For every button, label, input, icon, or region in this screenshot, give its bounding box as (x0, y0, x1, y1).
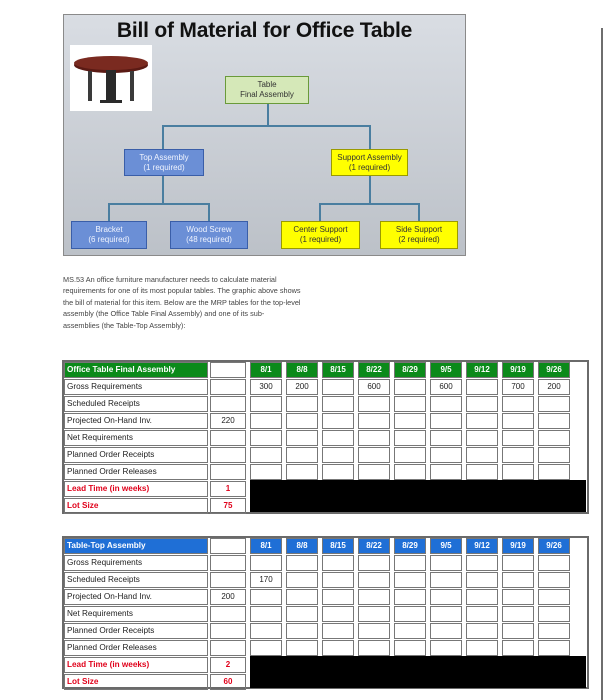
initial-value-cell (210, 396, 246, 412)
period-cell (430, 430, 462, 446)
lot-size-value: 75 (210, 498, 246, 514)
table-row (64, 413, 587, 430)
initial-value-cell (210, 640, 246, 656)
table-row (64, 396, 587, 413)
initial-value-cell (210, 447, 246, 463)
period-header: 8/29 (394, 362, 426, 378)
period-cell (538, 464, 570, 480)
period-cell (430, 413, 462, 429)
table-row (64, 640, 587, 657)
period-cell (286, 640, 318, 656)
table-icon (70, 45, 152, 111)
table-row (64, 379, 587, 396)
row-label: Planned Order Releases (64, 464, 208, 480)
row-label: Planned Order Receipts (64, 447, 208, 463)
period-cell (502, 464, 534, 480)
table-row (64, 555, 587, 572)
node-wood-screw (170, 221, 248, 249)
period-header: 8/22 (358, 538, 390, 554)
period-cell (358, 396, 390, 412)
period-cell: 170 (250, 572, 282, 588)
connector (108, 203, 210, 205)
period-cell (358, 413, 390, 429)
node-support-assembly (331, 149, 408, 176)
lot-size-value: 60 (210, 674, 246, 690)
row-label: Projected On-Hand Inv. (64, 413, 208, 429)
period-cell (502, 413, 534, 429)
period-cell (502, 589, 534, 605)
node-name: Support Assembly (337, 153, 402, 162)
initial-value-cell (210, 606, 246, 622)
initial-value-cell: 200 (210, 589, 246, 605)
initial-column-header (210, 362, 246, 378)
period-cell (322, 640, 354, 656)
connector (369, 176, 371, 205)
connector (162, 176, 164, 205)
period-cell (358, 464, 390, 480)
lead-time-label: Lead Time (in weeks) (64, 481, 208, 497)
initial-value-cell (210, 379, 246, 395)
period-cell (538, 396, 570, 412)
period-cell (250, 555, 282, 571)
period-cell (322, 447, 354, 463)
period-cell (394, 572, 426, 588)
problem-line: assembly (the Office Table Final Assembly) and one of its sub- (63, 309, 265, 319)
row-label: Planned Order Releases (64, 640, 208, 656)
period-cell (322, 396, 354, 412)
problem-line: MS.53 An office furniture manufacturer needs to calculate material (63, 275, 277, 284)
period-cell (322, 430, 354, 446)
connector (319, 203, 321, 221)
period-cell (358, 555, 390, 571)
node-table-final-assembly (225, 76, 309, 104)
period-cell (286, 623, 318, 639)
period-cell (502, 447, 534, 463)
period-cell (430, 572, 462, 588)
period-cell (250, 413, 282, 429)
lead-time-value: 2 (210, 657, 246, 673)
period-cell (250, 623, 282, 639)
shaded-area (250, 480, 586, 512)
period-cell (322, 572, 354, 588)
period-cell (538, 572, 570, 588)
period-cell (538, 640, 570, 656)
node-center-support (281, 221, 360, 249)
period-cell: 700 (502, 379, 534, 395)
period-cell (394, 555, 426, 571)
problem-statement (63, 274, 393, 331)
period-cell (394, 430, 426, 446)
period-cell (286, 606, 318, 622)
period-cell (250, 430, 282, 446)
node-qty: (2 required) (398, 235, 440, 244)
page-edge (601, 28, 603, 700)
period-cell (466, 379, 498, 395)
period-cell (502, 623, 534, 639)
period-cell (358, 623, 390, 639)
period-cell (286, 589, 318, 605)
period-cell (502, 572, 534, 588)
mrp-table-final-assembly (62, 360, 589, 514)
initial-value-cell: 220 (210, 413, 246, 429)
row-label: Planned Order Receipts (64, 623, 208, 639)
period-header: 8/1 (250, 362, 282, 378)
period-cell (322, 413, 354, 429)
period-cell (286, 464, 318, 480)
period-cell (538, 447, 570, 463)
period-cell (466, 396, 498, 412)
row-label: Net Requirements (64, 606, 208, 622)
period-header: 8/8 (286, 538, 318, 554)
period-header: 9/26 (538, 362, 570, 378)
node-name: Table (257, 80, 277, 89)
period-cell (466, 464, 498, 480)
period-header: 9/19 (502, 362, 534, 378)
node-name: Top Assembly (139, 153, 189, 162)
period-cell (286, 572, 318, 588)
period-cell (538, 589, 570, 605)
period-cell (286, 555, 318, 571)
connector (108, 203, 110, 221)
period-cell (394, 640, 426, 656)
period-cell (250, 464, 282, 480)
table-row (64, 464, 587, 481)
row-label: Scheduled Receipts (64, 396, 208, 412)
period-header: 9/19 (502, 538, 534, 554)
period-cell: 300 (250, 379, 282, 395)
table-title: Office Table Final Assembly (64, 362, 208, 378)
period-cell (430, 464, 462, 480)
period-cell (466, 572, 498, 588)
period-header: 9/26 (538, 538, 570, 554)
office-table-image (70, 45, 152, 111)
initial-value-cell (210, 623, 246, 639)
period-cell (322, 589, 354, 605)
node-name: Side Support (395, 225, 443, 234)
period-cell (286, 413, 318, 429)
period-cell (358, 572, 390, 588)
period-header: 8/15 (322, 362, 354, 378)
period-cell: 600 (358, 379, 390, 395)
node-qty: (1 required) (299, 235, 342, 244)
period-cell (502, 640, 534, 656)
period-cell (502, 555, 534, 571)
period-cell (502, 396, 534, 412)
period-cell (430, 623, 462, 639)
table-title: Table-Top Assembly (64, 538, 208, 554)
node-name: Wood Screw (186, 225, 232, 234)
period-cell (430, 606, 462, 622)
period-cell (430, 640, 462, 656)
period-cell (538, 555, 570, 571)
period-cell (394, 413, 426, 429)
row-label: Gross Requirements (64, 379, 208, 395)
row-label: Net Requirements (64, 430, 208, 446)
initial-value-cell (210, 572, 246, 588)
period-header: 9/12 (466, 538, 498, 554)
node-qty: (6 required) (88, 235, 130, 244)
period-cell (322, 379, 354, 395)
connector (162, 125, 164, 149)
node-qty: (1 required) (348, 163, 391, 172)
period-cell (466, 606, 498, 622)
period-cell (322, 464, 354, 480)
table-row (64, 430, 587, 447)
connector (162, 125, 371, 127)
table-row (64, 606, 587, 623)
initial-value-cell (210, 555, 246, 571)
table-row (64, 447, 587, 464)
period-header: 8/29 (394, 538, 426, 554)
problem-line: assemblies (the Table-Top Assembly): (63, 320, 186, 330)
problem-line: requirements for one of its most popular tables. The graphic above shows (63, 286, 301, 296)
period-header: 8/15 (322, 538, 354, 554)
period-cell (466, 640, 498, 656)
node-qty: (1 required) (143, 163, 185, 172)
period-cell (358, 606, 390, 622)
node-name: Center Support (293, 225, 348, 234)
connector (418, 203, 420, 221)
period-cell (358, 447, 390, 463)
connector (267, 104, 269, 126)
mrp-header-row (64, 538, 587, 555)
period-cell (358, 589, 390, 605)
period-cell (322, 555, 354, 571)
period-cell (466, 555, 498, 571)
period-cell (466, 623, 498, 639)
period-cell (430, 396, 462, 412)
period-cell (430, 589, 462, 605)
period-cell (394, 447, 426, 463)
period-cell (466, 589, 498, 605)
shaded-area (250, 656, 586, 688)
node-qty: Final Assembly (240, 90, 294, 99)
mrp-header-row (64, 362, 587, 379)
period-cell (394, 464, 426, 480)
period-cell (250, 589, 282, 605)
period-cell (538, 606, 570, 622)
period-cell (286, 430, 318, 446)
connector (319, 203, 420, 205)
period-header: 8/22 (358, 362, 390, 378)
period-cell (538, 430, 570, 446)
period-cell (502, 606, 534, 622)
period-cell (286, 396, 318, 412)
lead-time-label: Lead Time (in weeks) (64, 657, 208, 673)
mrp-table-top-assembly (62, 536, 589, 689)
period-cell (322, 606, 354, 622)
node-top-assembly (124, 149, 204, 176)
period-cell (250, 640, 282, 656)
period-header: 8/8 (286, 362, 318, 378)
period-cell (394, 396, 426, 412)
lot-size-label: Lot Size (64, 498, 208, 514)
period-cell (466, 447, 498, 463)
period-header: 8/1 (250, 538, 282, 554)
bom-diagram (63, 14, 466, 256)
row-label: Gross Requirements (64, 555, 208, 571)
period-cell (394, 379, 426, 395)
node-side-support (380, 221, 458, 249)
period-cell (538, 623, 570, 639)
period-cell (358, 640, 390, 656)
period-cell (394, 589, 426, 605)
table-row (64, 623, 587, 640)
period-cell (322, 623, 354, 639)
problem-line: the bill of material for this item. Below are the MRP tables for the top-level (63, 297, 301, 307)
period-cell (358, 430, 390, 446)
period-cell (394, 606, 426, 622)
period-cell (430, 555, 462, 571)
connector (369, 125, 371, 149)
bom-title: Bill of Material for Office Table (116, 19, 413, 42)
period-cell (250, 396, 282, 412)
node-name: Bracket (95, 225, 123, 234)
period-cell (502, 430, 534, 446)
period-cell (466, 413, 498, 429)
initial-value-cell (210, 464, 246, 480)
period-cell: 200 (286, 379, 318, 395)
row-label: Projected On-Hand Inv. (64, 589, 208, 605)
initial-column-header (210, 538, 246, 554)
period-cell (538, 413, 570, 429)
table-row (64, 572, 587, 589)
period-header: 9/12 (466, 362, 498, 378)
period-cell: 200 (538, 379, 570, 395)
period-header: 9/5 (430, 362, 462, 378)
lot-size-label: Lot Size (64, 674, 208, 690)
period-cell (286, 447, 318, 463)
initial-value-cell (210, 430, 246, 446)
node-qty: (48 required) (186, 235, 232, 244)
period-cell (430, 447, 462, 463)
period-cell: 600 (430, 379, 462, 395)
period-cell (466, 430, 498, 446)
table-row (64, 589, 587, 606)
lead-time-value: 1 (210, 481, 246, 497)
node-bracket (71, 221, 147, 249)
period-header: 9/5 (430, 538, 462, 554)
period-cell (250, 606, 282, 622)
period-cell (394, 623, 426, 639)
period-cell (250, 447, 282, 463)
row-label: Scheduled Receipts (64, 572, 208, 588)
connector (208, 203, 210, 221)
